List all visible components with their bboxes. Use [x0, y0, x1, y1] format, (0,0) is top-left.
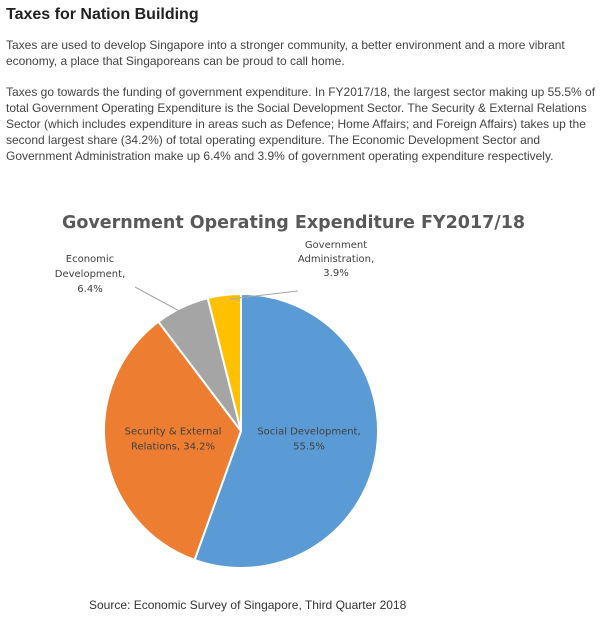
leader-line-economic-development	[135, 287, 183, 313]
intro-paragraph: Taxes are used to develop Singapore into a stronger community, a better environment and a more vibrant economy, a place that Singaporeans can be proud to call home.	[6, 38, 565, 68]
data-label-social-development: Social Development, 55.5%	[257, 426, 361, 453]
data-label-security-external-relations: Security & External Relations, 34.2%	[124, 426, 222, 453]
article-heading: Taxes for Nation Building	[6, 6, 199, 23]
data-label-economic-development: Economic Development, 6.4%	[54, 254, 126, 295]
chart-title: Government Operating Expenditure FY2017/18	[62, 213, 526, 233]
data-label-government-administration: Government Administration, 3.9%	[297, 240, 375, 279]
chart-source: Source: Economic Survey of Singapore, Third Quarter 2018	[89, 598, 407, 612]
expenditure-paragraph: Taxes go towards the funding of government expenditure. In FY2017/18, the largest sector making up 55.5% of total Government Operating Expenditure is the Social Development Sector. The Security & External Relations Sector (which includes expenditure in areas such as Defence; Home Affairs; and Foreign Affairs) takes up the second largest share (34.2%) of total operating expenditure. The Economic Development Sector and Government Administration make up 6.4% and 3.9% of government operating expenditure respectively.	[6, 85, 596, 163]
